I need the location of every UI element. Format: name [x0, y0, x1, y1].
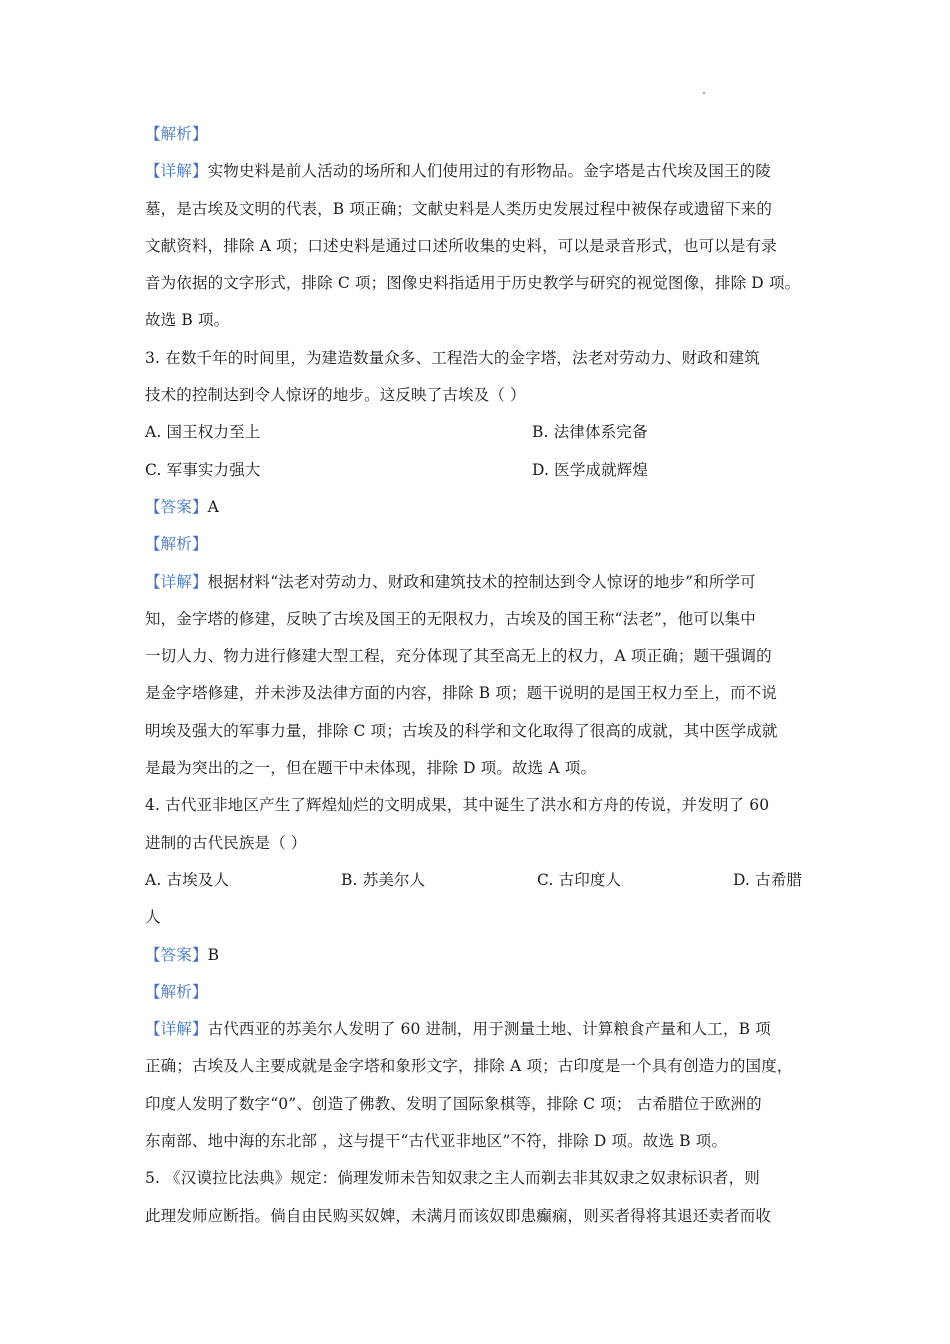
- q2-detail-line: 文献资料，排除 A 项；口述史料是通过口述所收集的史料，可以是录音形式，也可以是有录: [145, 236, 777, 255]
- q4-stem-line: 4. 古代亚非地区产生了辉煌灿烂的文明成果，其中诞生了洪水和方舟的传说，并发明了 60: [145, 796, 770, 815]
- q4-analysis-heading: 【解析】: [145, 982, 208, 1001]
- q3-stem-line: 技术的控制达到令人惊讶的地步。这反映了古埃及（ ）: [145, 386, 526, 405]
- q3-option-c: C. 军事实力强大: [145, 460, 261, 479]
- q4-stem-line: 进制的古代民族是（ ）: [145, 833, 307, 852]
- q3-answer-value: A: [207, 497, 219, 516]
- q2-detail-line: 墓，是古埃及文明的代表，B 项正确；文献史料是人类历史发展过程中被保存或遗留下来的: [145, 199, 772, 218]
- q3-detail-line: 知，金字塔的修建，反映了古埃及国王的无限权力，古埃及的国王称“法老”，他可以集中: [145, 609, 756, 628]
- q5-stem-line: 5. 《汉谟拉比法典》规定：倘理发师未告知奴隶之主人而剃去非其奴隶之奴隶标识者，则: [145, 1169, 760, 1188]
- q3-options-row-2: [145, 452, 807, 489]
- q2-detail-line: 【详解】实物史料是前人活动的场所和人们使用过的有形物品。金字塔是古代埃及国王的陵: [145, 162, 772, 181]
- q3-answer-tag: 【答案】: [145, 497, 208, 516]
- q4-detail-line: 东南部、地中海的东北部 ，这与提干“古代亚非地区”不符，排除 D 项。故选 B 项。: [145, 1132, 728, 1151]
- q3-stem-line: 3. 在数千年的时间里，为建造数量众多、工程浩大的金字塔，法老对劳动力、财政和建筑: [145, 348, 760, 367]
- q4-option-c: C. 古印度人: [537, 870, 622, 889]
- q3-option-a: A. 国王权力至上: [145, 423, 261, 442]
- q3-detail-tag: 【详解】: [145, 572, 208, 591]
- q2-analysis-heading: 【解析】: [145, 125, 208, 143]
- q4-option-a: A. 古埃及人: [145, 870, 230, 889]
- q3-detail-line: 一切人力、物力进行修建大型工程，充分体现了其至高无上的权力，A 项正确；题干强调的: [145, 647, 772, 666]
- q4-detail-line: 【详解】古代西亚的苏美尔人发明了 60 进制，用于测量土地、计算粮食产量和人工，B 项: [145, 1020, 771, 1039]
- q4-answer-tag: 【答案】: [145, 945, 208, 964]
- q4-answer-value: B: [207, 945, 220, 964]
- q4-answer: [145, 937, 807, 974]
- q3-detail-line: 明埃及强大的军事力量，排除 C 项；古埃及的科学和文化取得了很高的成就，其中医学成就: [145, 721, 778, 740]
- q4-detail-line: 印度人发明了数字“0”、创造了佛教、发明了国际象棋等，排除 C 项； 古希腊位于欧洲的: [145, 1094, 762, 1113]
- q3-option-d: D. 医学成就辉煌: [532, 460, 649, 479]
- q3-options-row-1: [145, 414, 807, 451]
- q3-option-b: B. 法律体系完备: [532, 423, 648, 442]
- document-page: [145, 116, 807, 1235]
- q3-detail-line: 是金字塔修建，并未涉及法律方面的内容，排除 B 项；题干说明的是国王权力至上，而不说: [145, 684, 778, 703]
- q3-analysis-heading: 【解析】: [145, 535, 208, 554]
- q3-detail-line: 【详解】根据材料“法老对劳动力、财政和建筑技术的控制达到令人惊讶的地步”和所学可: [145, 572, 756, 591]
- q4-option-d: D. 古希腊: [733, 870, 803, 889]
- q2-detail-line: 音为依据的文字形式，排除 C 项；图像史料指适用于历史教学与研究的视觉图像，排除 D 项。: [145, 274, 801, 293]
- q2-detail-tag: 【详解】: [145, 162, 208, 181]
- q3-detail-line: 是最为突出的之一，但在题干中未体现，排除 D 项。故选 A 项。: [145, 759, 597, 778]
- q2-detail-line: 故选 B 项。: [145, 311, 230, 330]
- q3-answer: [145, 489, 807, 526]
- scan-speck: [703, 92, 705, 94]
- q4-detail-tag: 【详解】: [145, 1020, 208, 1039]
- q4-option-wrap: 人: [145, 908, 161, 927]
- q4-options-row: [145, 862, 807, 899]
- q4-detail-line: 正确；古埃及人主要成就是金字塔和象形文字，排除 A 项；古印度是一个具有创造力的国度，: [145, 1057, 793, 1076]
- q4-option-b: B. 苏美尔人: [341, 870, 426, 889]
- q5-stem-line: 此理发师应断指。倘自由民购买奴婢，未满月而该奴即患癫痫，则买者得将其退还卖者而收: [145, 1206, 772, 1225]
